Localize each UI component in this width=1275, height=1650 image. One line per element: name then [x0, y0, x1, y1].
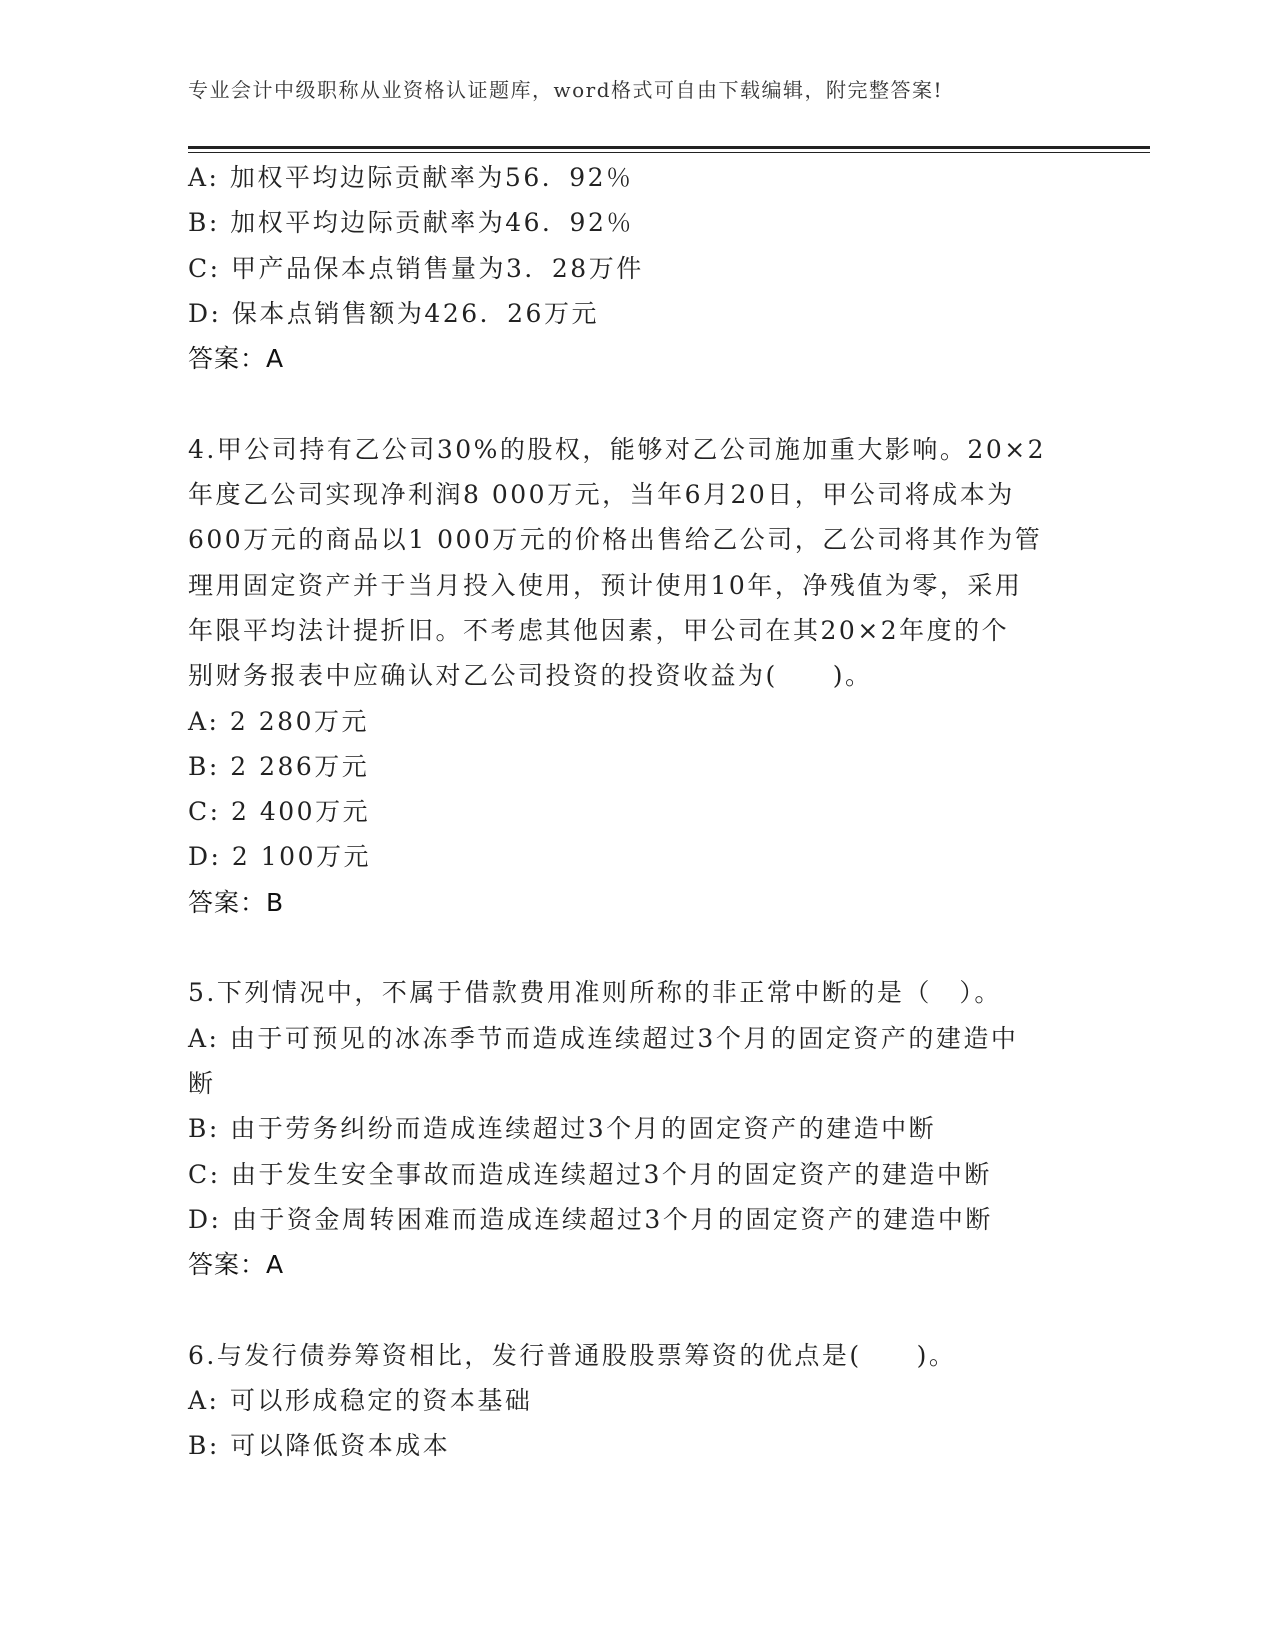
spacer — [188, 925, 1088, 970]
question-stem-line: 年度乙公司实现净利润8 000万元，当年6月20日，甲公司将成本为 — [188, 480, 1015, 510]
question-6-block — [188, 1333, 1088, 1469]
header-rule-thin — [188, 152, 1150, 153]
option-d: D: 2 100万元 — [188, 842, 371, 872]
question-3-block — [188, 155, 1088, 381]
spacer — [188, 381, 1088, 426]
option-a: A: 可以形成稳定的资本基础 — [188, 1386, 533, 1416]
question-stem-line: 年限平均法计提折旧。不考虑其他因素，甲公司在其20×2年度的个 — [188, 615, 1010, 645]
question-stem-line: 600万元的商品以1 000万元的价格出售给乙公司，乙公司将其作为管 — [188, 525, 1043, 555]
page-header: 专业会计中级职称从业资格认证题库，word格式可自由下载编辑，附完整答案! — [188, 78, 944, 102]
option-a: A: 加权平均边际贡献率为56．92％ — [188, 163, 634, 192]
question-5-block — [188, 970, 1088, 1287]
answer-line: 答案：A — [188, 344, 285, 374]
option-b: B: 可以降低资本成本 — [188, 1431, 451, 1461]
question-stem-line: 5.下列情况中，不属于借款费用准则所称的非正常中断的是（ ）。 — [188, 978, 1002, 1008]
option-c: C: 2 400万元 — [188, 797, 371, 827]
option-a: A: 2 280万元 — [188, 706, 369, 736]
question-stem-line: 6.与发行债券筹资相比，发行普通股股票筹资的优点是( )。 — [188, 1340, 957, 1370]
question-list — [188, 155, 1088, 1469]
option-a-continued: 断 — [188, 1068, 216, 1098]
answer-line: 答案：B — [188, 887, 285, 917]
option-c: C: 甲产品保本点销售量为3．28万件 — [188, 253, 644, 283]
question-stem-line: 理用固定资产并于当月投入使用，预计使用10年，净残值为零，采用 — [188, 570, 1023, 600]
question-4-block — [188, 427, 1088, 925]
option-a: A: 由于可预见的冰冻季节而造成连续超过3个月的固定资产的建造中 — [188, 1023, 1019, 1053]
question-stem-line: 别财务报表中应确认对乙公司投资的投资收益为( )。 — [188, 661, 873, 691]
answer-line: 答案：A — [188, 1250, 285, 1280]
option-b: B: 由于劳务纠纷而造成连续超过3个月的固定资产的建造中断 — [188, 1114, 937, 1144]
option-d: D: 由于资金周转困难而造成连续超过3个月的固定资产的建造中断 — [188, 1204, 993, 1234]
question-stem-line: 4.甲公司持有乙公司30%的股权，能够对乙公司施加重大影响。20×2 — [188, 434, 1047, 464]
option-b: B: 加权平均边际贡献率为46．92％ — [188, 208, 634, 238]
option-c: C: 由于发生安全事故而造成连续超过3个月的固定资产的建造中断 — [188, 1159, 992, 1189]
header-rule-thick — [188, 146, 1150, 149]
option-d: D: 保本点销售额为426．26万元 — [188, 298, 599, 328]
spacer — [188, 1287, 1088, 1332]
option-b: B: 2 286万元 — [188, 751, 370, 781]
